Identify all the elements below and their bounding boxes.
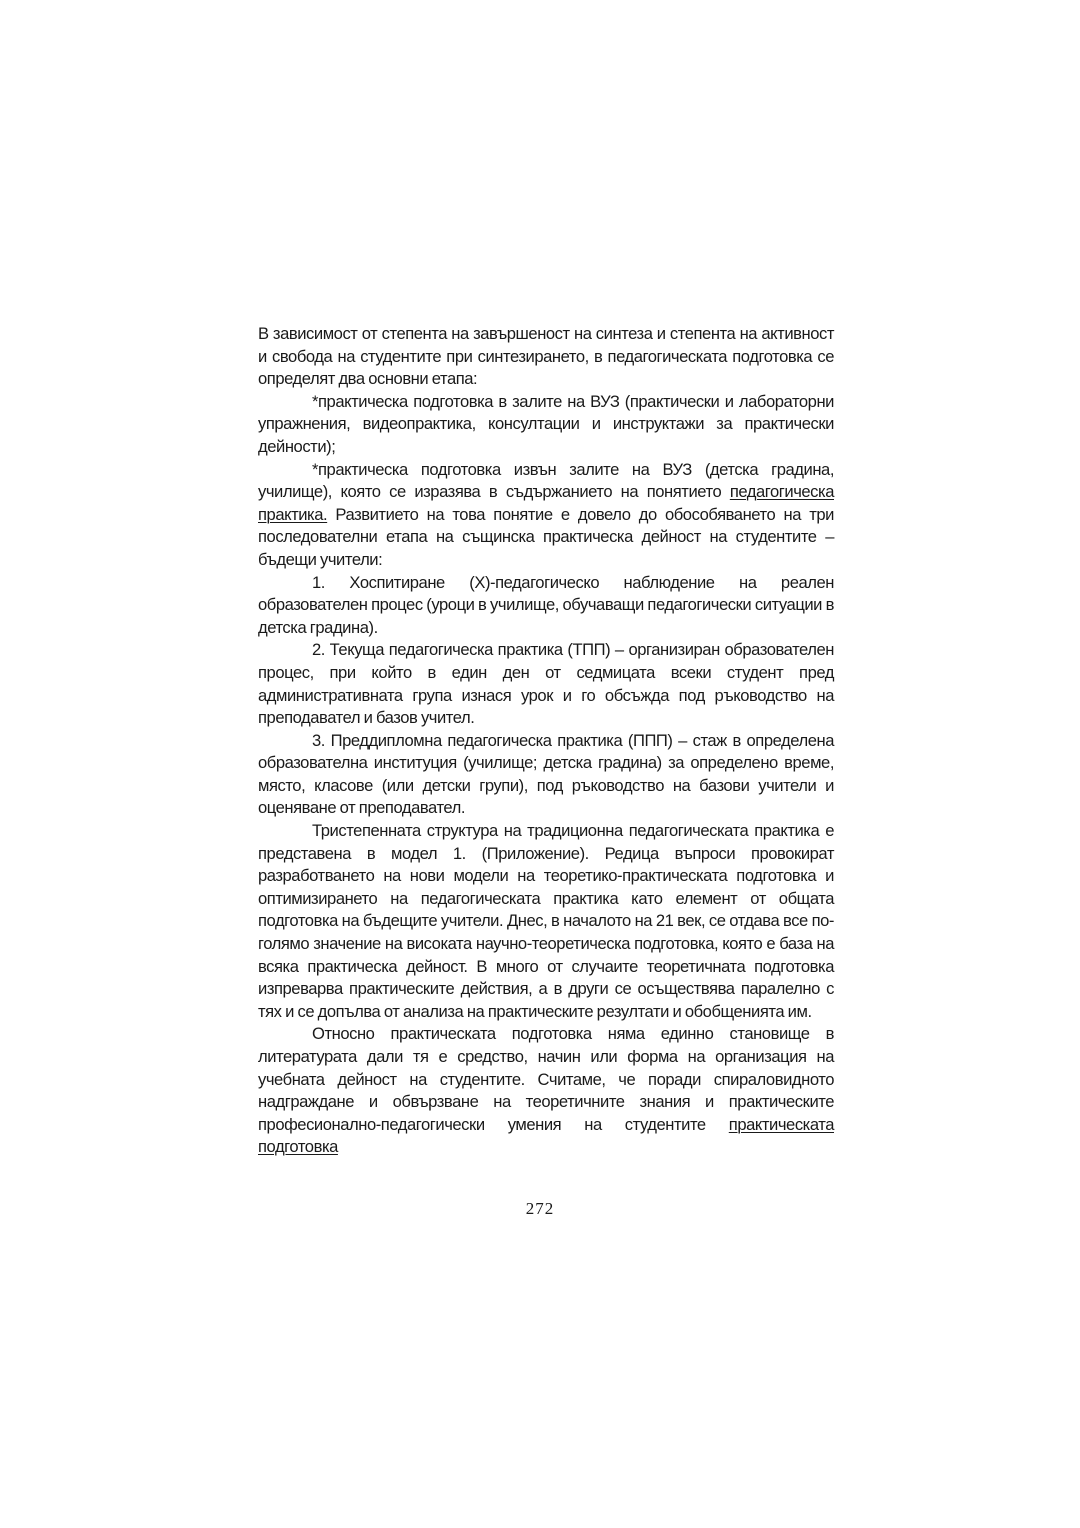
paragraph-text: *практическа подготовка извън залите на ВУЗ (детска градина, училище), която се изразява в съдържанието на понятието <box>258 459 834 502</box>
paragraph <box>258 730 834 820</box>
underlined-term: педагогическа практика. <box>258 482 834 524</box>
paragraph-text: 3. Преддипломна педагогическа практика (ППП) – стаж в определена образователна институция (училище; детска градина) за определено време, място, класове (или детски групи), под ръководство на базови учители и оценяване от преподавател. <box>258 730 834 818</box>
paragraph-text: *практическа подготовка в залите на ВУЗ (практически и лабораторни упражнения, видеопрактика, консултации и инструктажи за практически дейности); <box>258 391 834 456</box>
paragraph <box>258 639 834 729</box>
paragraph <box>258 572 834 640</box>
paragraph-text: Развитието на това понятие е довело до обособяването на три последователни етапа на същинска практическа дейност на студентите – бъдещи учители: <box>258 504 834 569</box>
paragraph-text: Относно практическата подготовка няма единно становище в литературата дали тя е средство, начин или форма на организация на учебната дейност на студентите. Считаме, че поради спираловидното надграждане и обвързване на теоретичните знания и практическите професионално-педагогически умения на студентите <box>258 1024 834 1134</box>
paragraph <box>258 391 834 459</box>
page-number: 272 <box>525 1199 555 1218</box>
paragraph <box>258 323 834 391</box>
paragraph-text: 1. Хоспитиране (Х)-педагогическо наблюдение на реален образователен процес (уроци в училище, обучаващи педагогически ситуации в детска градина). <box>258 572 834 637</box>
paragraph <box>258 459 834 572</box>
body-text <box>258 323 834 1159</box>
paragraph <box>258 1023 834 1159</box>
paragraph-text: Тристепенната структура на традиционна педагогическата практика е представена в модел 1. (Приложение). Редица въпроси провокират разработването на нови модели на теоретико-практическата подготовка и оптимизирането на педагогическата практика като елемент от общата подготовка на бъдещите учители. Днес, в началото на 21 век, се отдава все по-голямо значение на високата научно-теоретическа подготовка, която е база на всяка практическа дейност. В много от случаите теоретичната подготовка изпреварва практическите действия, а в други се осъществява паралелно с тях и се допълва от анализа на практическите резултати и обобщенията им. <box>258 821 834 1021</box>
paragraph-text: 2. Текуща педагогическа практика (ТПП) – организиран образователен процес, при който в един ден от седмицата всеки студент пред административната група изнася урок и го обсъжда под ръководство на преподавател и базов учител. <box>258 640 834 728</box>
underlined-term: практическата подготовка <box>258 1114 834 1157</box>
paragraph <box>258 820 834 1023</box>
paragraph-text: В зависимост от степента на завършеност на синтеза и степента на активност и свобода на студентите при синтезирането, в педагогическата подготовка се определят два основни етапа: <box>258 324 834 389</box>
